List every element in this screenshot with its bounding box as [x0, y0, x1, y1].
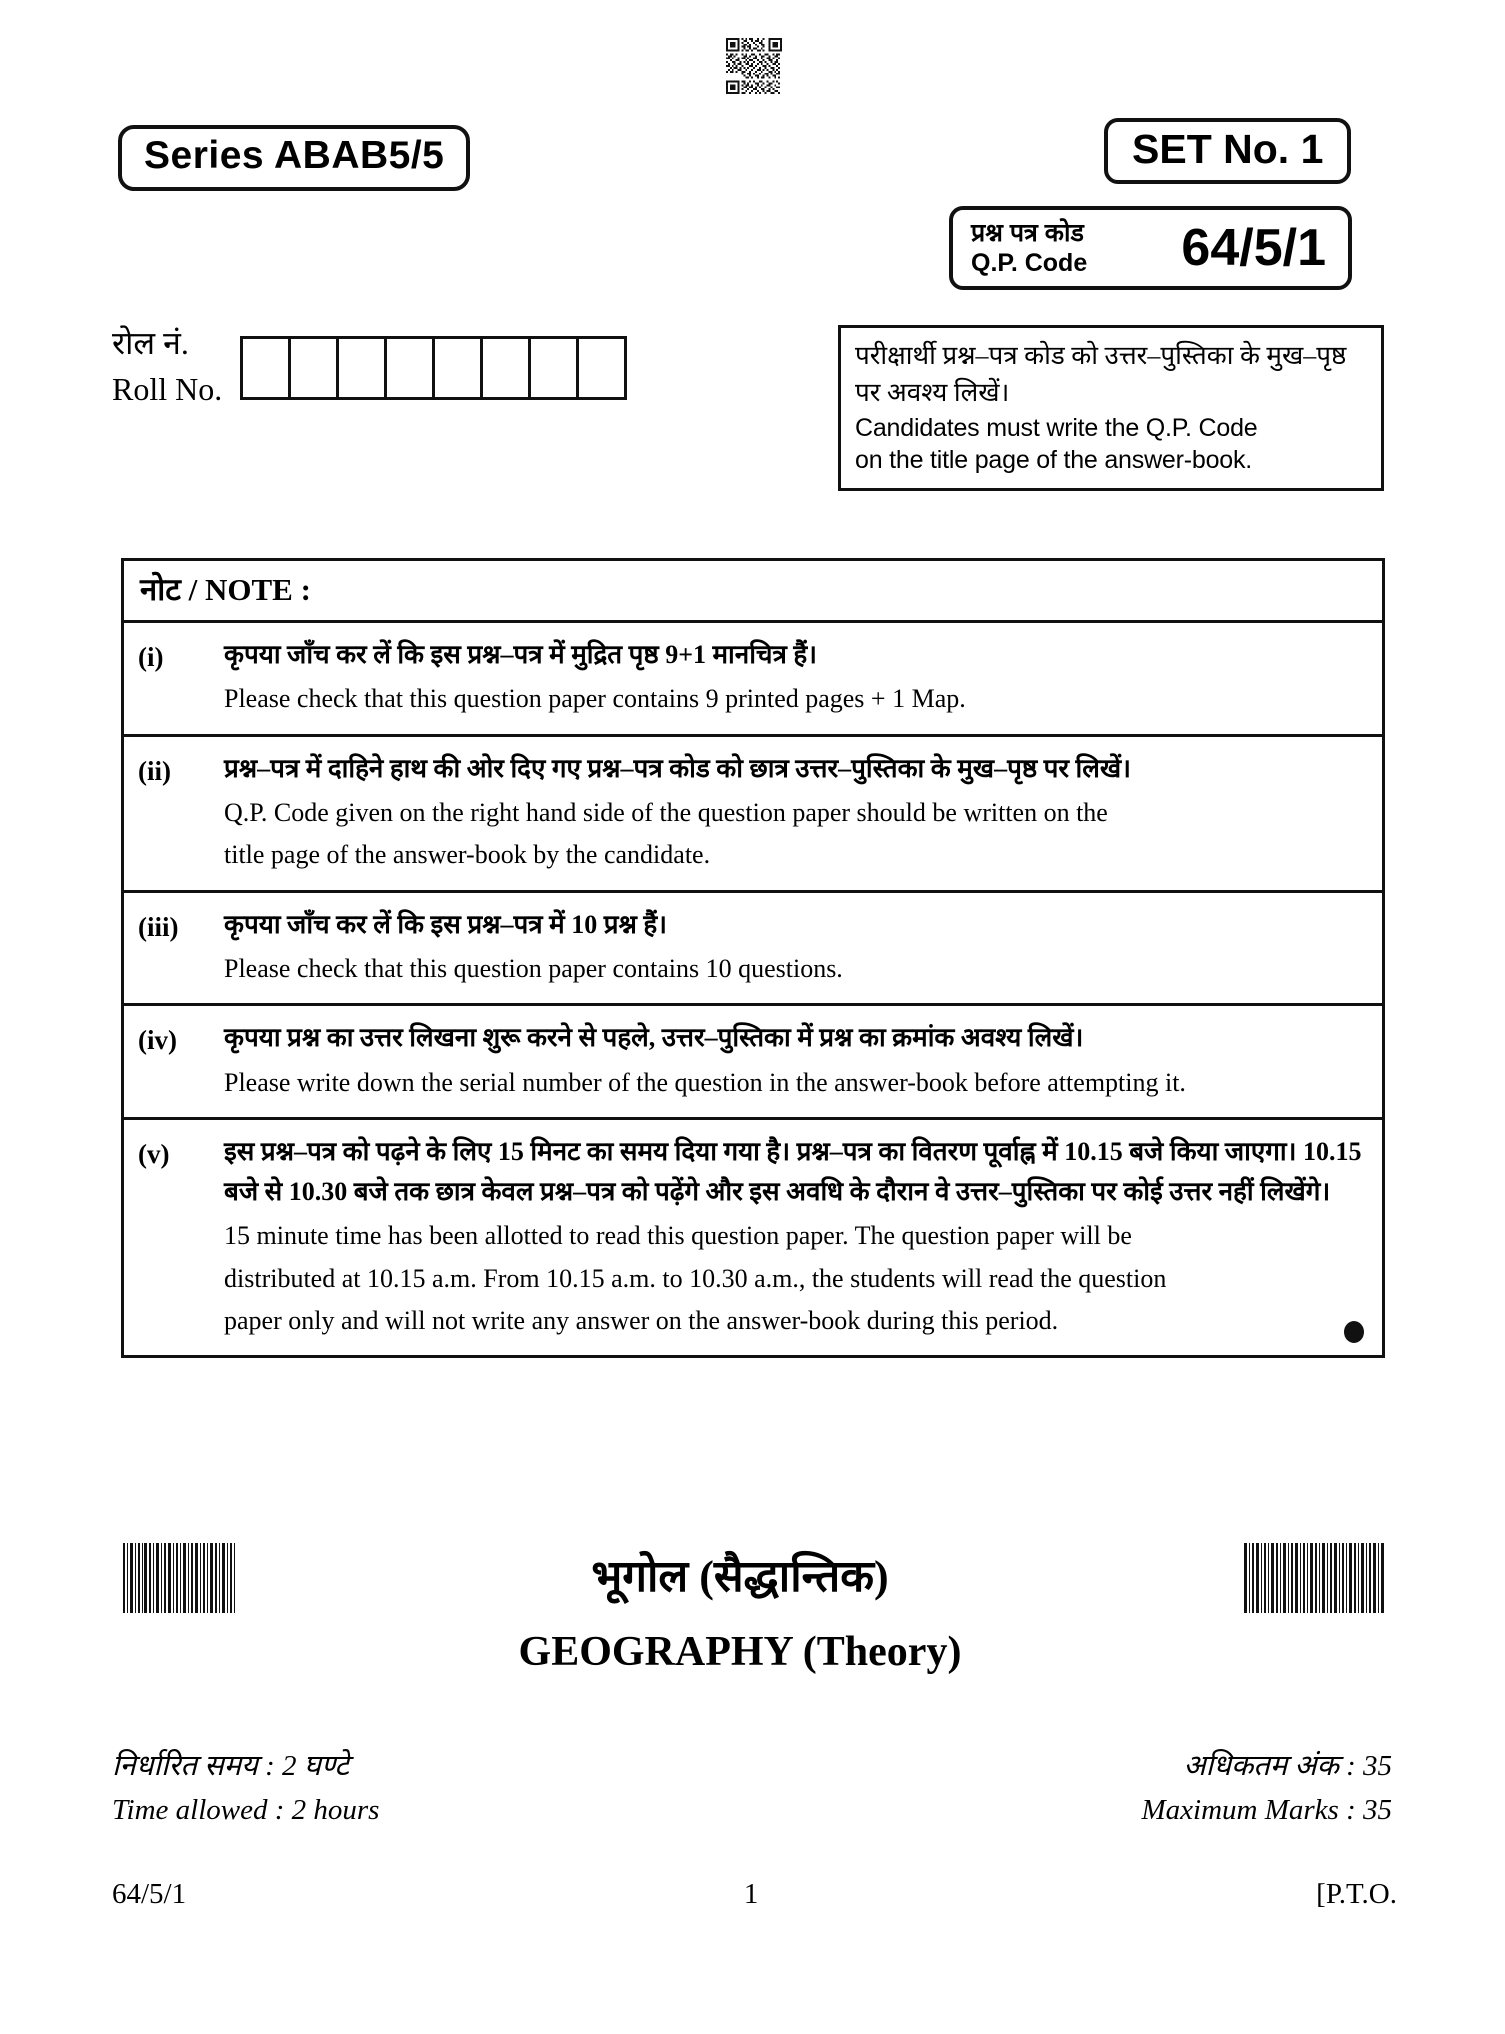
maximum-marks-block — [1142, 1745, 1392, 1832]
note-item-text-en: Please check that this question paper contains 10 questions. — [224, 953, 843, 983]
note-item-body — [224, 635, 1368, 720]
note-item-text-hi: कृपया जाँच कर लें कि इस प्रश्न–पत्र में 10 प्रश्न हैं। — [224, 909, 668, 939]
note-heading: नोट / NOTE : — [124, 561, 1382, 623]
note-item-text-en: distributed at 10.15 a.m. From 10.15 a.m. to 10.30 a.m., the students will read the question — [224, 1263, 1167, 1293]
note-item-body — [224, 1132, 1368, 1341]
note-box — [121, 558, 1385, 1358]
exam-meta-row — [112, 1745, 1392, 1832]
maximum-marks-hi: अधिकतम अंक : 35 — [1183, 1750, 1392, 1782]
roll-number-cell[interactable] — [291, 339, 339, 397]
note-item-text-en: paper only and will not write any answer on the answer-book during this period. — [224, 1306, 1059, 1336]
maximum-marks-en: Maximum Marks : 35 — [1141, 1793, 1392, 1826]
note-item — [124, 737, 1382, 893]
note-item — [124, 893, 1382, 1007]
note-item — [124, 623, 1382, 737]
qp-code-value: 64/5/1 — [1181, 219, 1326, 277]
note-item-text-hi: कृपया प्रश्न का उत्तर लिखना शुरू करने से पहले, उत्तर–पुस्तिका में प्रश्न का क्रमांक अवश्य लिखें। — [224, 1023, 1084, 1053]
note-item-text-en: Q.P. Code given on the right hand side of the question paper should be written on the — [224, 798, 1108, 828]
note-item-body — [224, 905, 1368, 990]
time-allowed-block — [112, 1745, 379, 1832]
note-item — [124, 1006, 1382, 1120]
roll-number-cell[interactable] — [387, 339, 435, 397]
note-item-body — [224, 1018, 1368, 1103]
note-item-number: (v) — [138, 1138, 170, 1169]
note-item-number: (i) — [138, 642, 164, 673]
candidate-instruction-hi: परीक्षार्थी प्रश्न–पत्र कोड को उत्तर–पुस्तिका के मुख–पृष्ठ पर अवश्य लिखें। — [855, 341, 1347, 407]
note-item-text-hi: इस प्रश्न–पत्र को पढ़ने के लिए 15 मिनट का समय दिया गया है। प्रश्न–पत्र का वितरण पूर्वाह्न में 10.15 बजे किया जाएगा। 10.15 बजे से 10.30 बजे तक छात्र केवल प्रश्न–पत्र को पढ़ेंगे और इस अवधि के दौरान वे उत्तर–पुस्तिका पर कोई उत्तर नहीं लिखेंगे। — [224, 1136, 1362, 1207]
roll-number-cell[interactable] — [531, 339, 579, 397]
roll-number-cell[interactable] — [435, 339, 483, 397]
qp-code-label-hi: प्रश्न पत्र कोड — [971, 218, 1084, 247]
barcode-left-icon — [121, 1543, 237, 1613]
roll-number-labels — [112, 318, 222, 413]
time-allowed-en: Time allowed : 2 hours — [112, 1793, 380, 1826]
roll-number-block — [112, 318, 627, 413]
qp-code-label-en: Q.P. Code — [971, 249, 1088, 277]
roll-number-label-en: Roll No. — [112, 371, 223, 408]
subject-title — [237, 1543, 1243, 1679]
subject-title-hi: भूगोल (सैद्धान्तिक) — [591, 1552, 889, 1601]
roll-number-cell[interactable] — [483, 339, 531, 397]
note-item-text-hi: प्रश्न–पत्र में दाहिने हाथ की ओर दिए गए प्रश्न–पत्र कोड को छात्र उत्तर–पुस्तिका के मुख–पृष्ठ पर लिखें। — [224, 753, 1132, 783]
candidate-instruction-en-line1: Candidates must write the Q.P. Code — [855, 413, 1258, 442]
note-item-number: (iii) — [138, 911, 179, 942]
time-allowed-hi: निर्धारित समय : 2 घण्टे — [112, 1750, 349, 1782]
candidate-instruction-box — [838, 325, 1384, 491]
note-item-text-en: 15 minute time has been allotted to read this question paper. The question paper will be — [224, 1221, 1132, 1251]
roll-number-cell[interactable] — [339, 339, 387, 397]
series-badge: Series ABAB5/5 — [118, 125, 470, 191]
roll-number-label-hi: रोल नं. — [112, 325, 189, 361]
footer-paper-code: 64/5/1 — [112, 1878, 187, 1910]
set-number-badge: SET No. 1 — [1104, 118, 1351, 184]
note-item-number: (iv) — [138, 1025, 177, 1056]
qr-code-icon — [726, 38, 782, 94]
note-item-text-en: Please write down the serial number of the question in the answer-book before attempting it. — [224, 1067, 1186, 1097]
note-item — [124, 1120, 1382, 1355]
roll-number-cell[interactable] — [579, 339, 624, 397]
barcode-right-icon — [1243, 1543, 1385, 1613]
page-footer — [112, 1878, 1397, 1911]
qp-code-badge — [949, 206, 1352, 290]
roll-number-cell[interactable] — [243, 339, 291, 397]
subject-title-en: GEOGRAPHY (Theory) — [518, 1629, 962, 1675]
footer-page-number: 1 — [743, 1878, 759, 1910]
note-item-text-en: Please check that this question paper contains 9 printed pages + 1 Map. — [224, 684, 966, 714]
qp-code-labels — [971, 218, 1087, 279]
roll-number-input[interactable] — [240, 336, 627, 400]
note-item-text-hi: कृपया जाँच कर लें कि इस प्रश्न–पत्र में मुद्रित पृष्ठ 9+1 मानचित्र हैं। — [224, 640, 817, 670]
note-item-number: (ii) — [138, 755, 171, 786]
note-item-text-en: title page of the answer-book by the candidate. — [224, 840, 711, 870]
title-section — [121, 1543, 1385, 1679]
footer-pto: [P.T.O. — [1316, 1878, 1397, 1910]
candidate-instruction-en-line2: on the title page of the answer-book. — [855, 445, 1253, 474]
note-item-body — [224, 749, 1368, 876]
